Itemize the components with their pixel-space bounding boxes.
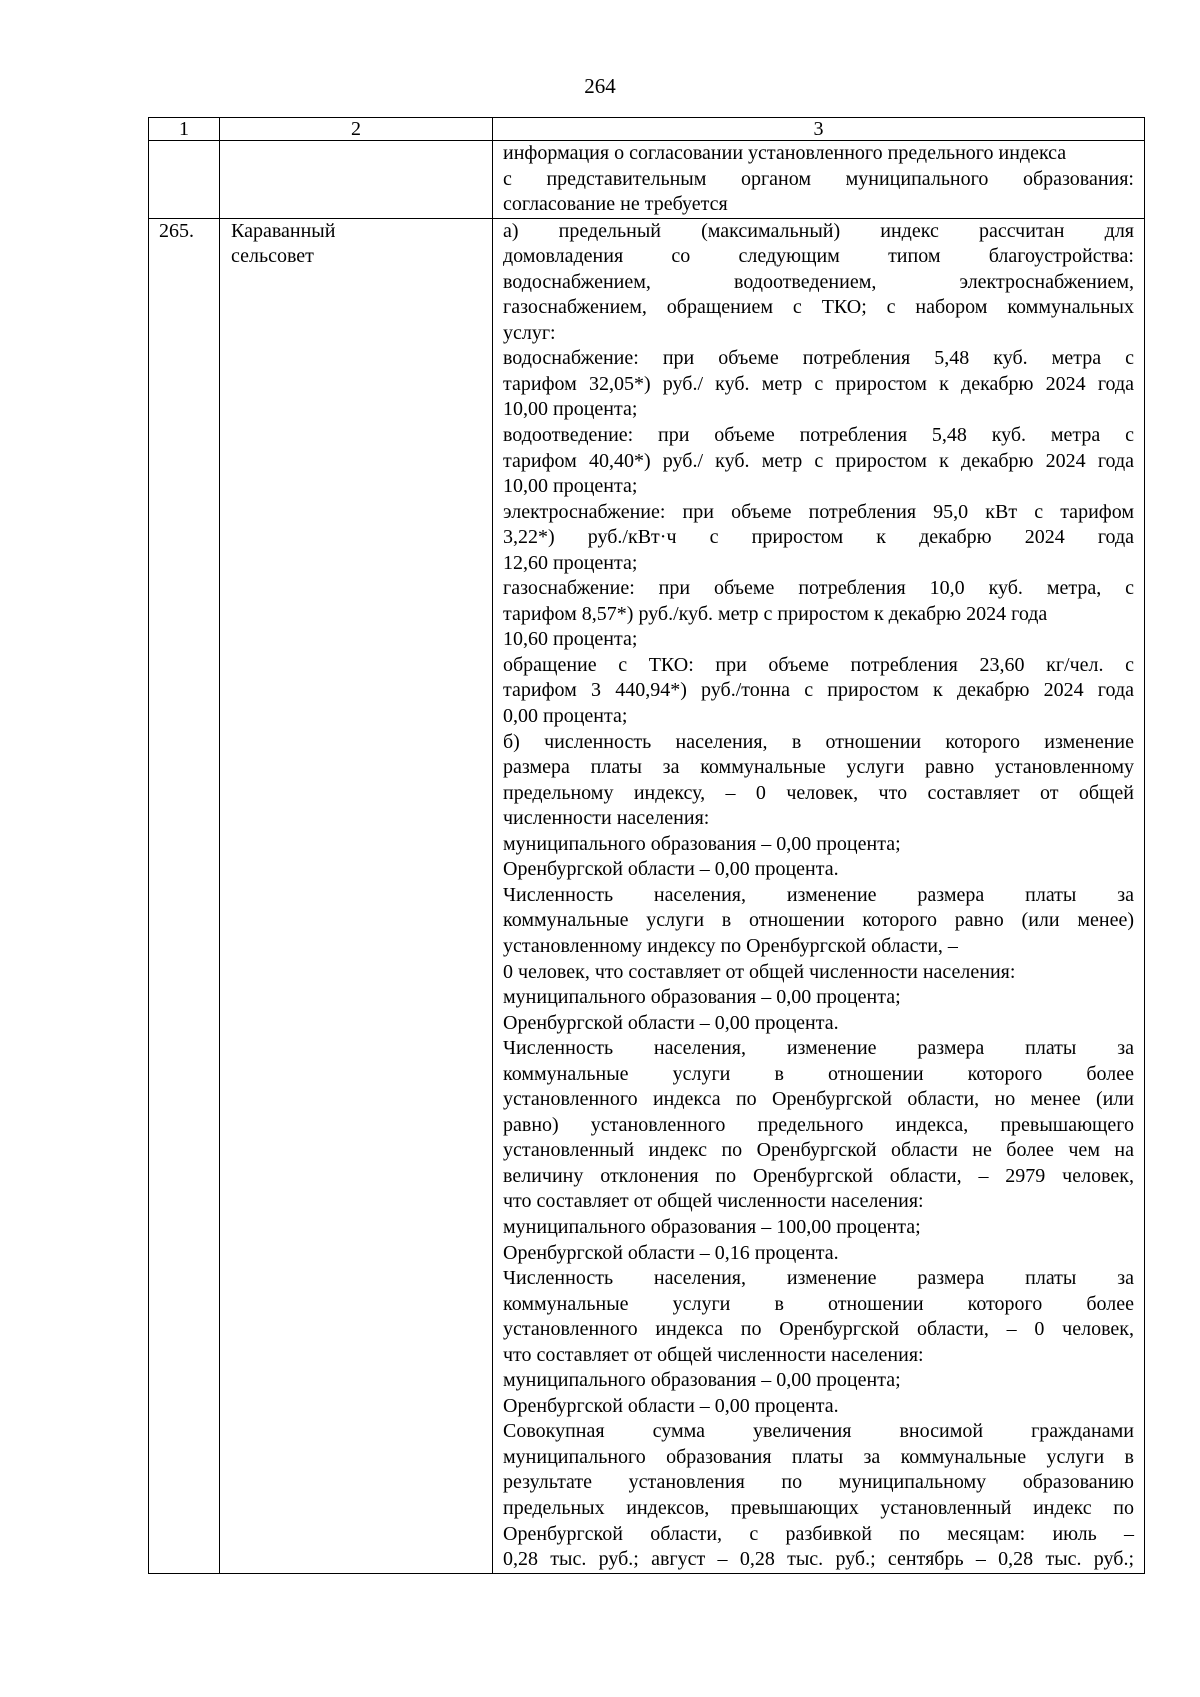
text-line: установленного индекса по Оренбургской области, но менее (или <box>503 1088 1134 1111</box>
text-line: коммунальные услуги в отношении которого более <box>503 1062 1134 1085</box>
text-line: Оренбургской области, с разбивкой по месяцам: июль – <box>503 1522 1134 1545</box>
text-line: 3,22*) руб./кВт·ч с приростом к декабрю 2024 года <box>503 526 1134 549</box>
text-line: обращение с ТКО: при объеме потребления 23,60 кг/чел. с <box>503 653 1134 676</box>
table-row-continued <box>149 141 1145 219</box>
text-line: Численность населения, изменение размера платы за <box>503 1267 1134 1290</box>
text-line: результате установления по муниципальному образованию <box>503 1471 1134 1494</box>
table-row-265 <box>149 218 1145 1573</box>
text-line: величину отклонения по Оренбургской области, – 2979 человек, <box>503 1164 1134 1187</box>
text-line: Оренбургской области – 0,00 процента. <box>503 858 839 881</box>
text-line: Совокупная сумма увеличения вносимой гражданами <box>503 1420 1134 1443</box>
indicator-text-cell <box>493 141 1145 219</box>
text-line: муниципального образования – 0,00 процента; <box>503 832 901 855</box>
text-line: что составляет от общей численности населения: <box>503 1190 924 1213</box>
text-line: установленный индекс по Оренбургской области не более чем на <box>503 1139 1134 1162</box>
text-line: муниципального образования платы за коммунальные услуги в <box>503 1445 1134 1468</box>
text-line: тарифом 40,40*) руб./ куб. метр с приростом к декабрю 2024 года <box>503 449 1134 472</box>
indicator-text-cell <box>493 218 1145 1573</box>
text-line: Численность населения, изменение размера платы за <box>503 1037 1134 1060</box>
text-line: водоснабжение: при объеме потребления 5,48 куб. метра с <box>503 347 1134 370</box>
text-line: 0 человек, что составляет от общей численности населения: <box>503 960 1016 983</box>
municipality-name-line: сельсовет <box>231 245 314 268</box>
text-line: водоснабжением, водоотведением, электроснабжением, <box>503 270 1134 293</box>
text-line: газоснабжением, обращением с ТКО; с набором коммунальных <box>503 296 1134 319</box>
municipality-name-cell <box>220 218 493 1573</box>
row-number-cell <box>149 141 220 219</box>
text-line: 10,00 процента; <box>503 475 638 498</box>
text-line: тарифом 32,05*) руб./ куб. метр с приростом к декабрю 2024 года <box>503 372 1134 395</box>
text-line: 0,28 тыс. руб.; август – 0,28 тыс. руб.; сентябрь – 0,28 тыс. руб.; <box>503 1548 1134 1571</box>
text-line: Оренбургской области – 0,00 процента. <box>503 1011 839 1034</box>
continued-text-lines <box>503 141 1134 218</box>
text-line: предельному индексу, – 0 человек, что составляет от общей <box>503 781 1134 804</box>
text-line: муниципального образования – 100,00 процента; <box>503 1215 921 1238</box>
text-line: Оренбургской области – 0,00 процента. <box>503 1394 839 1417</box>
text-line: домовладения со следующим типом благоустройства: <box>503 245 1134 268</box>
text-line: численности населения: <box>503 807 710 830</box>
text-line: согласование не требуется <box>503 193 728 216</box>
text-line: Численность населения, изменение размера платы за <box>503 883 1134 906</box>
header-col-1: 1 <box>149 118 220 141</box>
text-line: предельных индексов, превышающих установленный индекс по <box>503 1496 1134 1519</box>
text-line: водоотведение: при объеме потребления 5,48 куб. метра с <box>503 424 1134 447</box>
text-line: установленного индекса по Оренбургской области, – 0 человек, <box>503 1318 1134 1341</box>
text-line: электроснабжение: при объеме потребления 95,0 кВт с тарифом <box>503 500 1134 523</box>
text-line: тарифом 3 440,94*) руб./тонна с приростом к декабрю 2024 года <box>503 679 1134 702</box>
text-line: коммунальные услуги в отношении которого более <box>503 1292 1134 1315</box>
text-line: 10,00 процента; <box>503 398 638 421</box>
row-number-cell: 265. <box>149 218 220 1573</box>
text-line: муниципального образования – 0,00 процента; <box>503 986 901 1009</box>
text-line: Оренбургской области – 0,16 процента. <box>503 1241 839 1264</box>
text-line: информация о согласовании установленного предельного индекса <box>503 142 1067 164</box>
municipality-name-line: Караванный <box>231 219 336 242</box>
text-line: б) численность населения, в отношении которого изменение <box>503 730 1134 753</box>
text-line: установленному индексу по Оренбургской области, – <box>503 934 958 957</box>
text-line: что составляет от общей численности населения: <box>503 1343 924 1366</box>
text-line: газоснабжение: при объеме потребления 10,0 куб. метра, с <box>503 577 1134 600</box>
data-table <box>148 117 1145 1574</box>
text-line: услуг: <box>503 321 556 344</box>
header-col-3: 3 <box>493 118 1145 141</box>
text-line: 10,60 процента; <box>503 628 638 651</box>
text-line: размера платы за коммунальные услуги равно установленному <box>503 756 1134 779</box>
text-line: тарифом 8,57*) руб./куб. метр с приростом к декабрю 2024 года <box>503 602 1048 625</box>
text-line: коммунальные услуги в отношении которого равно (или менее) <box>503 909 1134 932</box>
municipality-name-cell <box>220 141 493 219</box>
row-text-lines <box>503 219 1134 1573</box>
text-line: 0,00 процента; <box>503 705 628 728</box>
text-line: 12,60 процента; <box>503 551 638 574</box>
text-line: а) предельный (максимальный) индекс рассчитан для <box>503 219 1134 242</box>
header-col-2: 2 <box>220 118 493 141</box>
table-header-row <box>149 118 1145 141</box>
text-line: с представительным органом муниципального образования: <box>503 167 1134 190</box>
text-line: равно) установленного предельного индекса, превышающего <box>503 1113 1134 1136</box>
page-number: 264 <box>584 74 616 98</box>
text-line: муниципального образования – 0,00 процента; <box>503 1369 901 1392</box>
